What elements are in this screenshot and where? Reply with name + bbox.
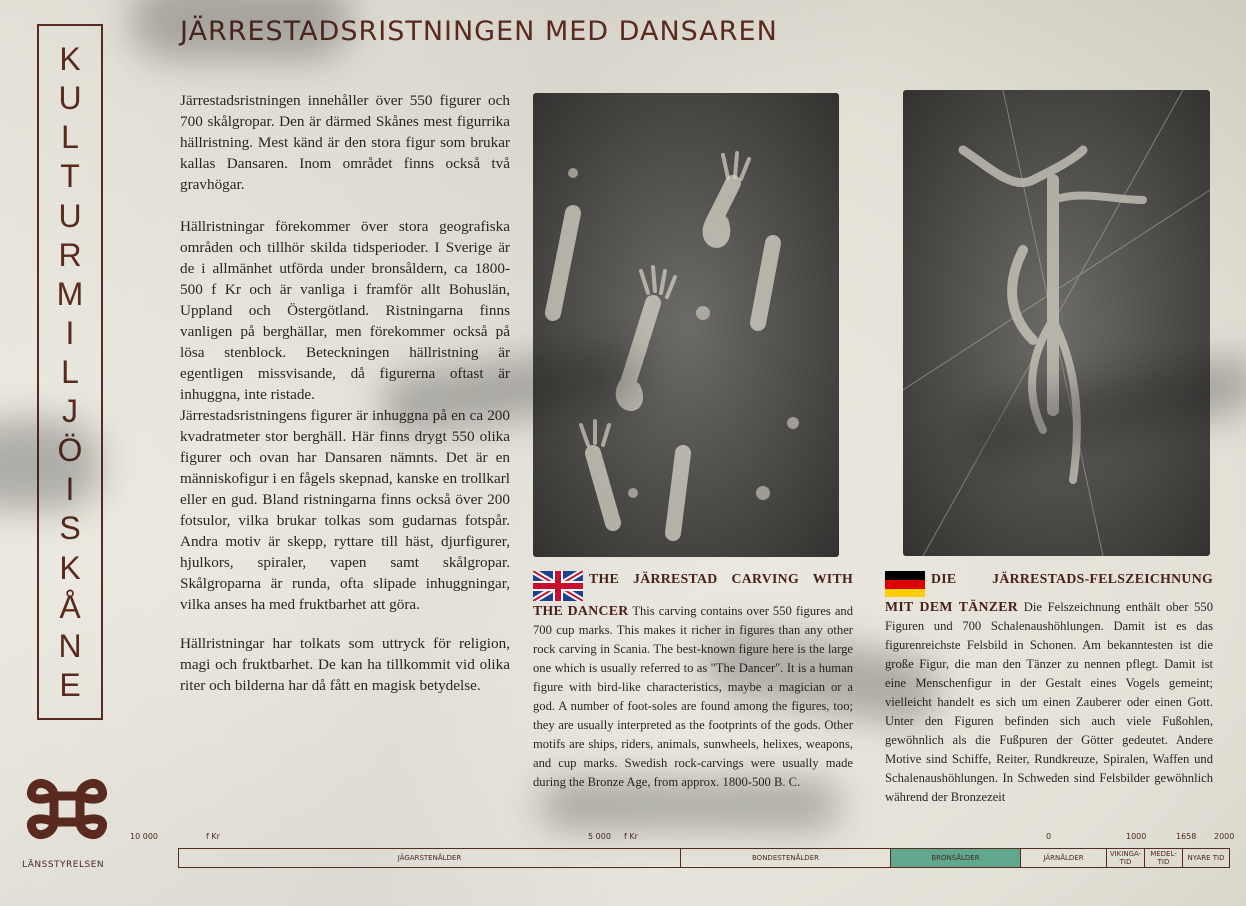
vertical-title-letter: I — [65, 314, 75, 351]
vertical-title-letter: K — [59, 41, 81, 78]
swedish-paragraph-4: Hällristningar har tolkats som uttryck för religion, magi och fruktbarhet. De kan ha tillkommit vid olika riter och bilderna har då fått en magisk betydelse. — [180, 635, 510, 694]
timeline-label-0: 0 — [1046, 832, 1052, 841]
german-flag-icon — [885, 571, 925, 597]
vertical-title-letter: K — [59, 549, 81, 586]
carving-photo-footprints — [533, 93, 839, 557]
timeline-label-10000: 10 000 — [130, 832, 158, 841]
english-heading: THE JÄRRESTAD CARVING WITH THE DANCER — [533, 571, 853, 618]
uk-flag-icon — [533, 571, 583, 601]
vertical-title-letter: R — [58, 236, 82, 273]
vertical-title-letter: M — [56, 275, 84, 312]
vertical-title-letter: S — [59, 510, 81, 547]
vertical-title-letter: L — [61, 353, 79, 390]
carving-photo-dancer — [903, 90, 1210, 556]
vertical-title-letter: U — [58, 80, 82, 117]
timeline-label-2000: 2000 — [1214, 832, 1235, 841]
swedish-paragraph-1: Järrestadsristningen innehåller över 550 figurer och 700 skålgropar. Den är därmed Skånes mest figurrika hällristning. Mest känd är den stora figur som brukar kallas Dansaren. Inom området finns också två gravhögar. — [180, 92, 510, 193]
timeline-bar — [178, 848, 1230, 868]
page-title: JÄRRESTADSRISTNINGEN MED DANSAREN — [180, 16, 778, 47]
vertical-title-letter: Ö — [57, 432, 83, 469]
period-medeltid: MEDEL-TID — [1145, 849, 1183, 867]
lansstyrelsen-logo-icon — [22, 764, 112, 854]
period-vikingatid: VIKINGA-TID — [1107, 849, 1145, 867]
vertical-title-letter: I — [65, 471, 75, 508]
german-heading: DIE JÄRRESTADS-FELSZEICHNUNG MIT DEM TÄNZER — [885, 571, 1213, 614]
period-jarnalder: JÄRNÅLDER — [1021, 849, 1107, 867]
english-caption — [533, 569, 853, 792]
period-bondestenalder: BONDESTENÅLDER — [681, 849, 891, 867]
swedish-paragraph-3: Järrestadsristningens figurer är inhuggna på en ca 200 kvadratmeter stor berghäll. Här finns drygt 550 olika figurer och ovan har Dansaren nämnts. Det är en människofigur i en fågels skepnad, kanske en trollkarl eller en gud. Bland ristningarna finns också över 200 fotsulor, vilka brukar tolkas som gudarnas fotspår. Andra motiv är skepp, ryttare till häst, djurfigurer, hjulkors, spiraler, vapen samt skålgropar. Skålgroparna är runda, ofta slipade inhuggningar, vilka anses ha med fruktbarhet att göra. — [180, 407, 510, 613]
vertical-title-letter: T — [60, 158, 80, 195]
english-body: This carving contains over 550 figures and 700 cup marks. This makes it richer in figures than any other rock carving in Scania. The best-known figure here is the large one which is usually referred to as "The Dancer". It is a human figure with bird-like characteristics, maybe a magician or a god. A number of foot-soles are found among the figures, too; they are usually interpreted as the footprints of the gods. Other motifs are ships, riders, animals, sunwheels, helixes, weapons, and cup marks. Swedish rock-carvings were usually made during the Bronze Age, from approx. 1800-500 B. C. — [533, 604, 854, 789]
vertical-title-letter: L — [61, 119, 79, 156]
swedish-paragraph-2: Hällristningar förekommer över stora geografiska områden och tillhör skilda tidsperioder. I Sverige är de i allmänhet utförda under bronsåldern, ca 1800-500 f Kr och är vanliga i framför allt Bohuslän, Uppland och Östergötland. Ristningarna finns vanligen på berghällar, men förekommer också på lösa stenblock. Beteckningen hällristning är egentligen missvisande, då figurerna oftast är inhuggna, inte ristade. — [180, 218, 510, 403]
period-bronsalder: BRONSÅLDER — [891, 849, 1021, 867]
period-jagarstenalder: JÄGARSTENÅLDER — [179, 849, 681, 867]
vertical-title-letter: J — [62, 393, 78, 430]
vertical-title-letter: Å — [59, 588, 81, 625]
publisher-label: LÄNSSTYRELSEN — [22, 860, 105, 870]
timeline-label-fkr-2: f Kr — [624, 832, 638, 841]
german-caption — [885, 569, 1213, 807]
vertical-title-letter: E — [59, 666, 81, 703]
vertical-title-letter: U — [58, 197, 82, 234]
timeline-label-1000: 1000 — [1126, 832, 1147, 841]
timeline-label-1658: 1658 — [1176, 832, 1197, 841]
vertical-title-letter: N — [58, 627, 82, 664]
timeline-label-5000: 5 000 — [588, 832, 611, 841]
vertical-title-box — [37, 24, 103, 720]
timeline-label-fkr-1: f Kr — [206, 832, 220, 841]
period-nyare-tid: NYARE TID — [1187, 854, 1225, 862]
german-body: Die Felszeichnung enthält ober 550 Figuren und 700 Schalenaushöhlungen. Damit ist es das figurenreichste Felsbild in Schonen. Am bekanntesten ist die große Figur, die man den Tänzer zu nennen pflegt. Damit ist eine Menschenfigur in der Gestalt eines Vogels gemeint; vielleicht handelt es sich um einen Zauberer oder einen Gott. Unter den Figuren befinden sich auch viele Fußohlen, gewöhnlich als die Fußpuren der Götter gedeutet. Andere Motive sind Schiffe, Reiter, Rundkreuze, Spiralen, Waffen und Schalenaushöhlungen. In Schweden sind Felsbilder gewöhnlich während der Bronzezeit — [885, 600, 1214, 804]
